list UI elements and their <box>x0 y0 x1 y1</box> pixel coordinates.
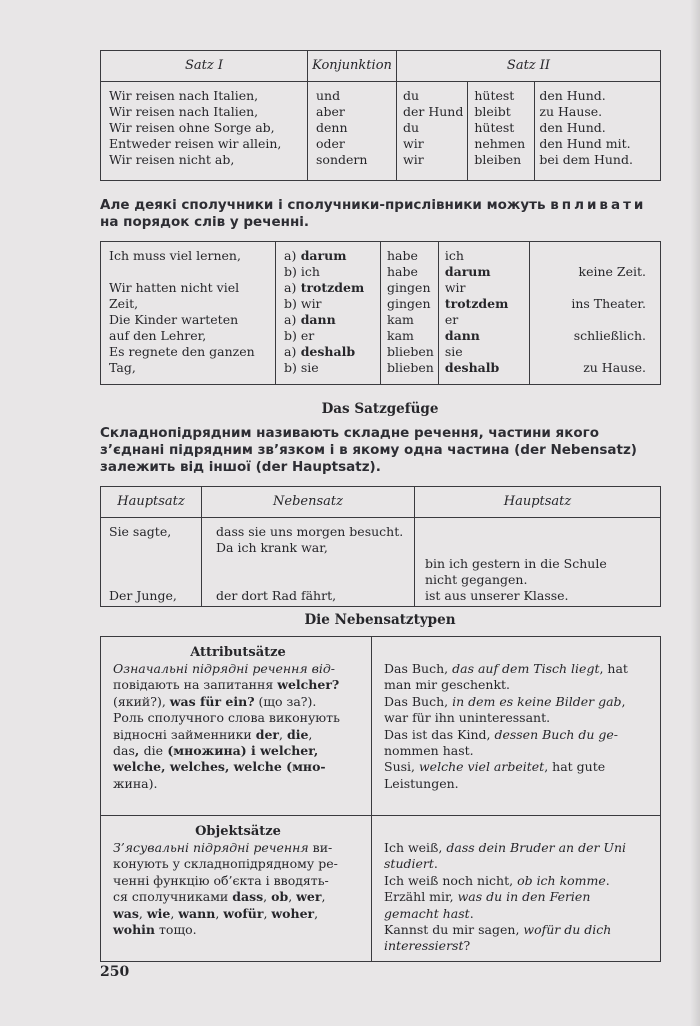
objekt-desc-line-segment: конують у складнопідрядному ре- <box>113 856 338 872</box>
nebensatz-line: Da ich krank war, <box>216 540 328 555</box>
objektsaetze-description <box>101 816 372 962</box>
ending-line <box>538 248 646 264</box>
objekt-example-line-segment: Ich weiß, <box>384 840 447 855</box>
hauptsatz-line: Sie sagte, <box>109 524 172 539</box>
satz1-line: Wir reisen nach Italien, <box>109 88 259 103</box>
nebensatz-line: dass sie uns morgen besucht. <box>216 524 404 539</box>
attribut-example-line-segment: , hat gute <box>544 759 606 775</box>
verb-line: habe <box>387 248 418 263</box>
page-number: 250 <box>100 964 130 980</box>
satz2-object-line: den Hund. <box>539 88 606 103</box>
objekt-example-line <box>384 873 652 889</box>
attribut-desc-line <box>113 710 363 726</box>
satz2-verb-line: hütest <box>474 88 515 103</box>
attribut-desc-line-segment: (мно- <box>281 759 326 775</box>
attribut-example-line-segment: Susi, <box>384 759 419 775</box>
conjunction-line <box>284 360 376 376</box>
objekt-example-line-segment: . <box>433 856 438 872</box>
objekt-example-line-segment: Erzähl mir, <box>384 889 458 905</box>
objekt-desc-line <box>113 922 363 938</box>
objekt-example-line <box>384 840 652 856</box>
nebensatz-line <box>216 556 410 572</box>
attribut-desc-line-segment: (множина) <box>163 742 252 758</box>
verb-line: kam <box>387 312 414 327</box>
objekt-example-line-segment: was du in den Ferien <box>457 889 591 905</box>
attribut-desc-line-segment: (що за?). <box>254 693 317 709</box>
objekt-desc-line-segment: , <box>288 889 297 905</box>
hauptsatz-1-column <box>101 518 202 607</box>
page-edge-shadow <box>690 0 700 1026</box>
konjunktion-line: aber <box>316 104 345 119</box>
conjunction-word: er <box>296 328 315 343</box>
conjunction-note <box>100 197 665 231</box>
header-satz-2: Satz II <box>397 51 661 82</box>
subject-line: wir <box>444 280 466 295</box>
attribut-example-line <box>384 759 652 775</box>
objekt-example-line <box>384 856 652 872</box>
objektsaetze-title: Objektsätze <box>195 824 281 839</box>
satzgefuege-definition: Складнопідрядним називають складне речення, частини якого з’єднані підрядним зв’язком і в якому одна частина (der Nebensatz) залежить від іншої (der Hauptsatz). <box>100 425 637 475</box>
objekt-example-line <box>384 906 652 922</box>
attribut-desc-line-segment: відносні займенники <box>113 726 256 742</box>
objekt-desc-line-segment: , <box>314 905 319 921</box>
attribut-example-line-segment: dessen Buch du ge- <box>494 726 619 742</box>
objekt-example-line-segment: interessierst <box>384 938 464 954</box>
clause-line: Wir hatten nicht viel <box>109 280 240 295</box>
objekt-example-line <box>384 889 652 905</box>
ending-column <box>529 242 660 385</box>
attribut-example-line <box>384 677 652 693</box>
satz2-subject-column <box>397 82 468 181</box>
attribut-desc-line-segment: was für ein? <box>169 693 255 709</box>
attribut-example-line <box>384 727 652 743</box>
hauptsatz-nebensatz-table <box>100 486 661 607</box>
verb-line: kam <box>387 328 414 343</box>
ending-line: keine Zeit. <box>578 264 646 279</box>
conjunction-line <box>284 312 376 328</box>
attribut-desc-line-segment: (який?), <box>113 693 170 709</box>
objekt-desc-line <box>113 889 363 905</box>
objekt-desc-line-segment: ченні функцію об’єкта і вводять- <box>113 872 329 888</box>
attribut-example-line-segment: Das Buch, <box>384 693 453 709</box>
satz1-line: Wir reisen nicht ab, <box>109 152 235 167</box>
objekt-example-line-segment: ob ich komme <box>517 872 606 888</box>
hauptsatz-line: bin ich gestern in die Schule <box>425 556 607 571</box>
attribut-desc-line-segment: welcher? <box>277 677 340 693</box>
konjunktion-line: denn <box>316 120 348 135</box>
attributsaetze-description <box>101 637 372 816</box>
satz1-line: Wir reisen ohne Sorge ab, <box>109 120 275 135</box>
verb-line: gingen <box>387 280 431 295</box>
header-satz-1: Satz I <box>101 51 308 82</box>
conjunction-word: sie <box>296 360 319 375</box>
conjunction-word: darum <box>296 248 347 263</box>
conjunction-line <box>284 344 376 360</box>
attributsaetze-title: Attributsätze <box>190 645 286 660</box>
conjunction-word: wir <box>296 296 322 311</box>
option-letter: b) <box>284 328 297 343</box>
objekt-desc-line-segment: , <box>321 889 326 905</box>
objekt-example-line-segment: Ich weiß noch nicht, <box>384 872 518 888</box>
attribut-desc-line-segment: die <box>143 742 163 758</box>
satz2-subject-line: wir <box>403 152 424 167</box>
ending-line <box>538 344 646 360</box>
verb-line: blieben <box>387 360 434 375</box>
subject-column <box>438 242 529 385</box>
attribut-desc-line-segment: Означальні підрядні речення від- <box>113 661 336 676</box>
attribut-desc-line-segment: , <box>279 726 287 742</box>
option-letter: a) <box>284 344 297 359</box>
objekt-desc-line <box>113 840 363 856</box>
attribut-example-line-segment: welche viel arbeitet <box>418 759 545 775</box>
hauptsatz-line: nicht gegangen. <box>425 572 528 587</box>
objekt-example-line-segment: . <box>605 872 610 888</box>
attribut-example-line-segment: Das ist das Kind, <box>384 726 495 742</box>
objekt-example-line-segment: wofür du dich <box>523 921 612 937</box>
attribut-example-line-segment: Leistungen. <box>384 775 459 791</box>
satz1-line: Entweder reisen wir allein, <box>109 136 282 151</box>
clause-line: Tag, <box>109 360 136 375</box>
objekt-desc-line-segment: woher <box>271 905 315 921</box>
objekt-example-line <box>384 938 652 954</box>
conjunction-line <box>284 296 376 312</box>
attribut-desc-line <box>113 677 363 693</box>
objekt-desc-line-segment: , <box>263 905 272 921</box>
conjunction-line <box>284 264 376 280</box>
option-letter: b) <box>284 360 297 375</box>
attribut-example-line-segment: das auf dem Tisch liegt <box>452 661 600 676</box>
objekt-desc-line-segment: , <box>138 905 147 921</box>
subject-line: dann <box>444 328 480 343</box>
verb-line: blieben <box>387 344 434 359</box>
conjunction-line <box>284 328 376 344</box>
attribut-desc-line-segment: die <box>286 726 309 742</box>
hauptsatz-2-column <box>415 518 661 607</box>
note-text-2: на порядок слів у реченні. <box>100 214 310 230</box>
konjunktion-line: oder <box>316 136 345 151</box>
attribut-desc-line <box>113 743 363 759</box>
nebensatztypen-table <box>100 636 661 962</box>
attributsaetze-examples <box>372 637 661 816</box>
verb-line: gingen <box>387 296 431 311</box>
satz2-object-line: den Hund. <box>539 120 606 135</box>
option-letter: a) <box>284 312 297 327</box>
satz2-verb-column <box>468 82 535 181</box>
objekt-desc-line-segment: ви- <box>308 840 333 855</box>
attribut-example-line-segment: Das Buch, <box>384 661 453 676</box>
objekt-example-line <box>384 922 652 938</box>
attribut-example-line <box>384 661 652 677</box>
header-hauptsatz-2: Hauptsatz <box>415 487 661 518</box>
objekt-desc-line <box>113 873 363 889</box>
objekt-desc-line-segment: , <box>215 905 224 921</box>
hauptsatz-line <box>425 524 656 540</box>
ending-line: zu Hause. <box>583 360 646 375</box>
objekt-example-line-segment: gemacht hast <box>384 905 470 921</box>
satz2-subject-line: der Hund <box>403 104 464 119</box>
conjunction-word: deshalb <box>296 344 356 359</box>
attribut-example-line-segment: . <box>469 742 474 758</box>
attribut-desc-line <box>113 759 363 775</box>
ending-line <box>538 280 646 296</box>
attribut-desc-line-segment: das <box>113 742 135 758</box>
attribut-desc-line-segment: , <box>134 742 144 758</box>
note-text-spaced: впливати <box>550 197 647 213</box>
subject-line: ich <box>444 248 464 263</box>
subject-line: sie <box>444 344 463 359</box>
ending-line <box>538 312 646 328</box>
conjunction-word: trotzdem <box>296 280 365 295</box>
attribut-example-line <box>384 694 652 710</box>
attribut-desc-line <box>113 776 363 792</box>
attribut-desc-line-segment: Роль сполучного слова виконують <box>113 710 340 726</box>
nebensatz-line: der dort Rad fährt, <box>216 588 337 603</box>
objekt-desc-line-segment: dass <box>232 889 264 905</box>
objekt-desc-line <box>113 906 363 922</box>
satz2-verb-line: bleiben <box>474 152 522 167</box>
objektsaetze-examples <box>372 816 661 962</box>
attribut-example-line-segment: war für ihn uninteressant. <box>384 710 551 726</box>
hauptsatz-line <box>109 556 197 572</box>
satz2-object-line: zu Hause. <box>539 104 603 119</box>
satz2-subject-line: du <box>403 120 420 135</box>
attribut-example-line-segment: in dem es keine Bilder gab <box>452 693 622 709</box>
objekt-desc-line-segment: З’ясувальні підрядні речення <box>113 840 309 855</box>
clause-column <box>101 242 276 385</box>
hauptsatz-line: ist aus unserer Klasse. <box>425 588 569 603</box>
clause-line: auf den Lehrer, <box>109 328 207 343</box>
attribut-desc-line <box>113 727 363 743</box>
verb-line: habe <box>387 264 418 279</box>
clause-line <box>109 264 271 280</box>
subject-line: trotzdem <box>444 296 509 311</box>
objekt-desc-line-segment: wohin <box>113 921 156 937</box>
satz2-verb-line: hütest <box>474 120 515 135</box>
satz2-object-column <box>535 82 661 181</box>
attribut-example-line-segment: , hat <box>599 661 628 676</box>
subject-line: deshalb <box>444 360 500 375</box>
konjunktion-line: sondern <box>316 152 368 167</box>
attribut-desc-line <box>113 661 363 677</box>
header-konjunktion: Konjunktion <box>308 51 397 82</box>
objekt-desc-line-segment: ob <box>271 889 289 905</box>
objekt-example-line-segment: . <box>469 905 474 921</box>
objekt-example-line-segment: studiert <box>384 856 434 872</box>
conjunction-column <box>276 242 381 385</box>
objekt-desc-line-segment: wie <box>146 905 171 921</box>
attribut-example-line-segment: man mir geschenkt. <box>384 677 511 693</box>
attribut-example-line-segment: , <box>621 693 626 709</box>
attribut-desc-line-segment: , <box>313 742 319 758</box>
objekt-example-line-segment: dass dein Bruder an der Uni <box>446 840 627 855</box>
attribut-desc-line-segment: повідають на запитання <box>113 677 278 693</box>
note-text-1: Але деякі сполучники і сполучники-прислівники можуть <box>100 197 546 213</box>
hauptsatz-line: Der Junge, <box>109 588 177 603</box>
objekt-example-line-segment: Kannst du mir sagen, <box>384 921 524 937</box>
conjunction-word: ich <box>296 264 320 279</box>
objekt-desc-line-segment: , <box>170 905 179 921</box>
attribut-example-line <box>384 710 652 726</box>
ending-line: ins Theater. <box>571 296 646 311</box>
attribut-desc-line-segment: welche, welches, welche <box>113 759 282 775</box>
verb-column <box>381 242 439 385</box>
hauptsatz-line <box>109 572 197 588</box>
satz1-column <box>101 82 308 181</box>
ending-line: schließlich. <box>573 328 646 343</box>
satz1-line: Wir reisen nach Italien, <box>109 104 259 119</box>
attribut-desc-line-segment: i welcher <box>251 742 314 758</box>
satz2-verb-line: nehmen <box>474 136 526 151</box>
objekt-desc-line <box>113 856 363 872</box>
objekt-desc-line-segment: wann <box>178 905 216 921</box>
satz2-subject-line: du <box>403 88 420 103</box>
option-letter: b) <box>284 296 297 311</box>
heading-satzgefuege: Das Satzgefüge <box>321 401 439 417</box>
satz2-subject-line: wir <box>403 136 424 151</box>
nebensatz-line <box>216 572 410 588</box>
subject-line: darum <box>444 264 491 279</box>
option-letter: b) <box>284 264 297 279</box>
clause-line: Zeit, <box>109 296 139 311</box>
attribut-desc-line <box>113 694 363 710</box>
satz2-object-line: bei dem Hund. <box>539 152 633 167</box>
header-nebensatz: Nebensatz <box>202 487 415 518</box>
konjunktion-table <box>100 50 661 181</box>
objekt-desc-line-segment: was <box>113 905 139 921</box>
objekt-desc-line-segment: wofür <box>223 905 264 921</box>
attribut-desc-line-segment: der <box>255 726 280 742</box>
objekt-desc-line-segment: тощо. <box>155 921 197 937</box>
adverb-conjunction-table <box>100 241 661 385</box>
objekt-desc-line-segment: ся сполучниками <box>113 889 233 905</box>
clause-line: Die Kinder warteten <box>109 312 239 327</box>
objekt-desc-line-segment: , <box>263 889 272 905</box>
attribut-desc-line-segment: , <box>308 726 313 742</box>
header-hauptsatz-1: Hauptsatz <box>101 487 202 518</box>
conjunction-word: dann <box>296 312 336 327</box>
conjunction-line <box>284 248 376 264</box>
option-letter: a) <box>284 248 297 263</box>
attribut-example-line <box>384 776 652 792</box>
attribut-example-line-segment: nommen hast <box>384 742 470 758</box>
attribut-example-line <box>384 743 652 759</box>
attribut-desc-line-segment: жина). <box>113 775 158 791</box>
objekt-example-line-segment: ? <box>463 938 471 954</box>
konjunktion-column <box>308 82 397 181</box>
subject-line: er <box>444 312 459 327</box>
heading-nebensatztypen: Die Nebensatztypen <box>304 612 456 628</box>
hauptsatz-line <box>109 540 197 556</box>
clause-line: Ich muss viel lernen, <box>109 248 241 263</box>
option-letter: a) <box>284 280 297 295</box>
hauptsatz-line <box>425 540 656 556</box>
nebensatz-column <box>202 518 415 607</box>
conjunction-line <box>284 280 376 296</box>
objekt-desc-line-segment: wer <box>296 889 322 905</box>
satz2-verb-line: bleibt <box>474 104 511 119</box>
clause-line: Es regnete den ganzen <box>109 344 255 359</box>
konjunktion-line: und <box>316 88 341 103</box>
satz2-object-line: den Hund mit. <box>539 136 631 151</box>
